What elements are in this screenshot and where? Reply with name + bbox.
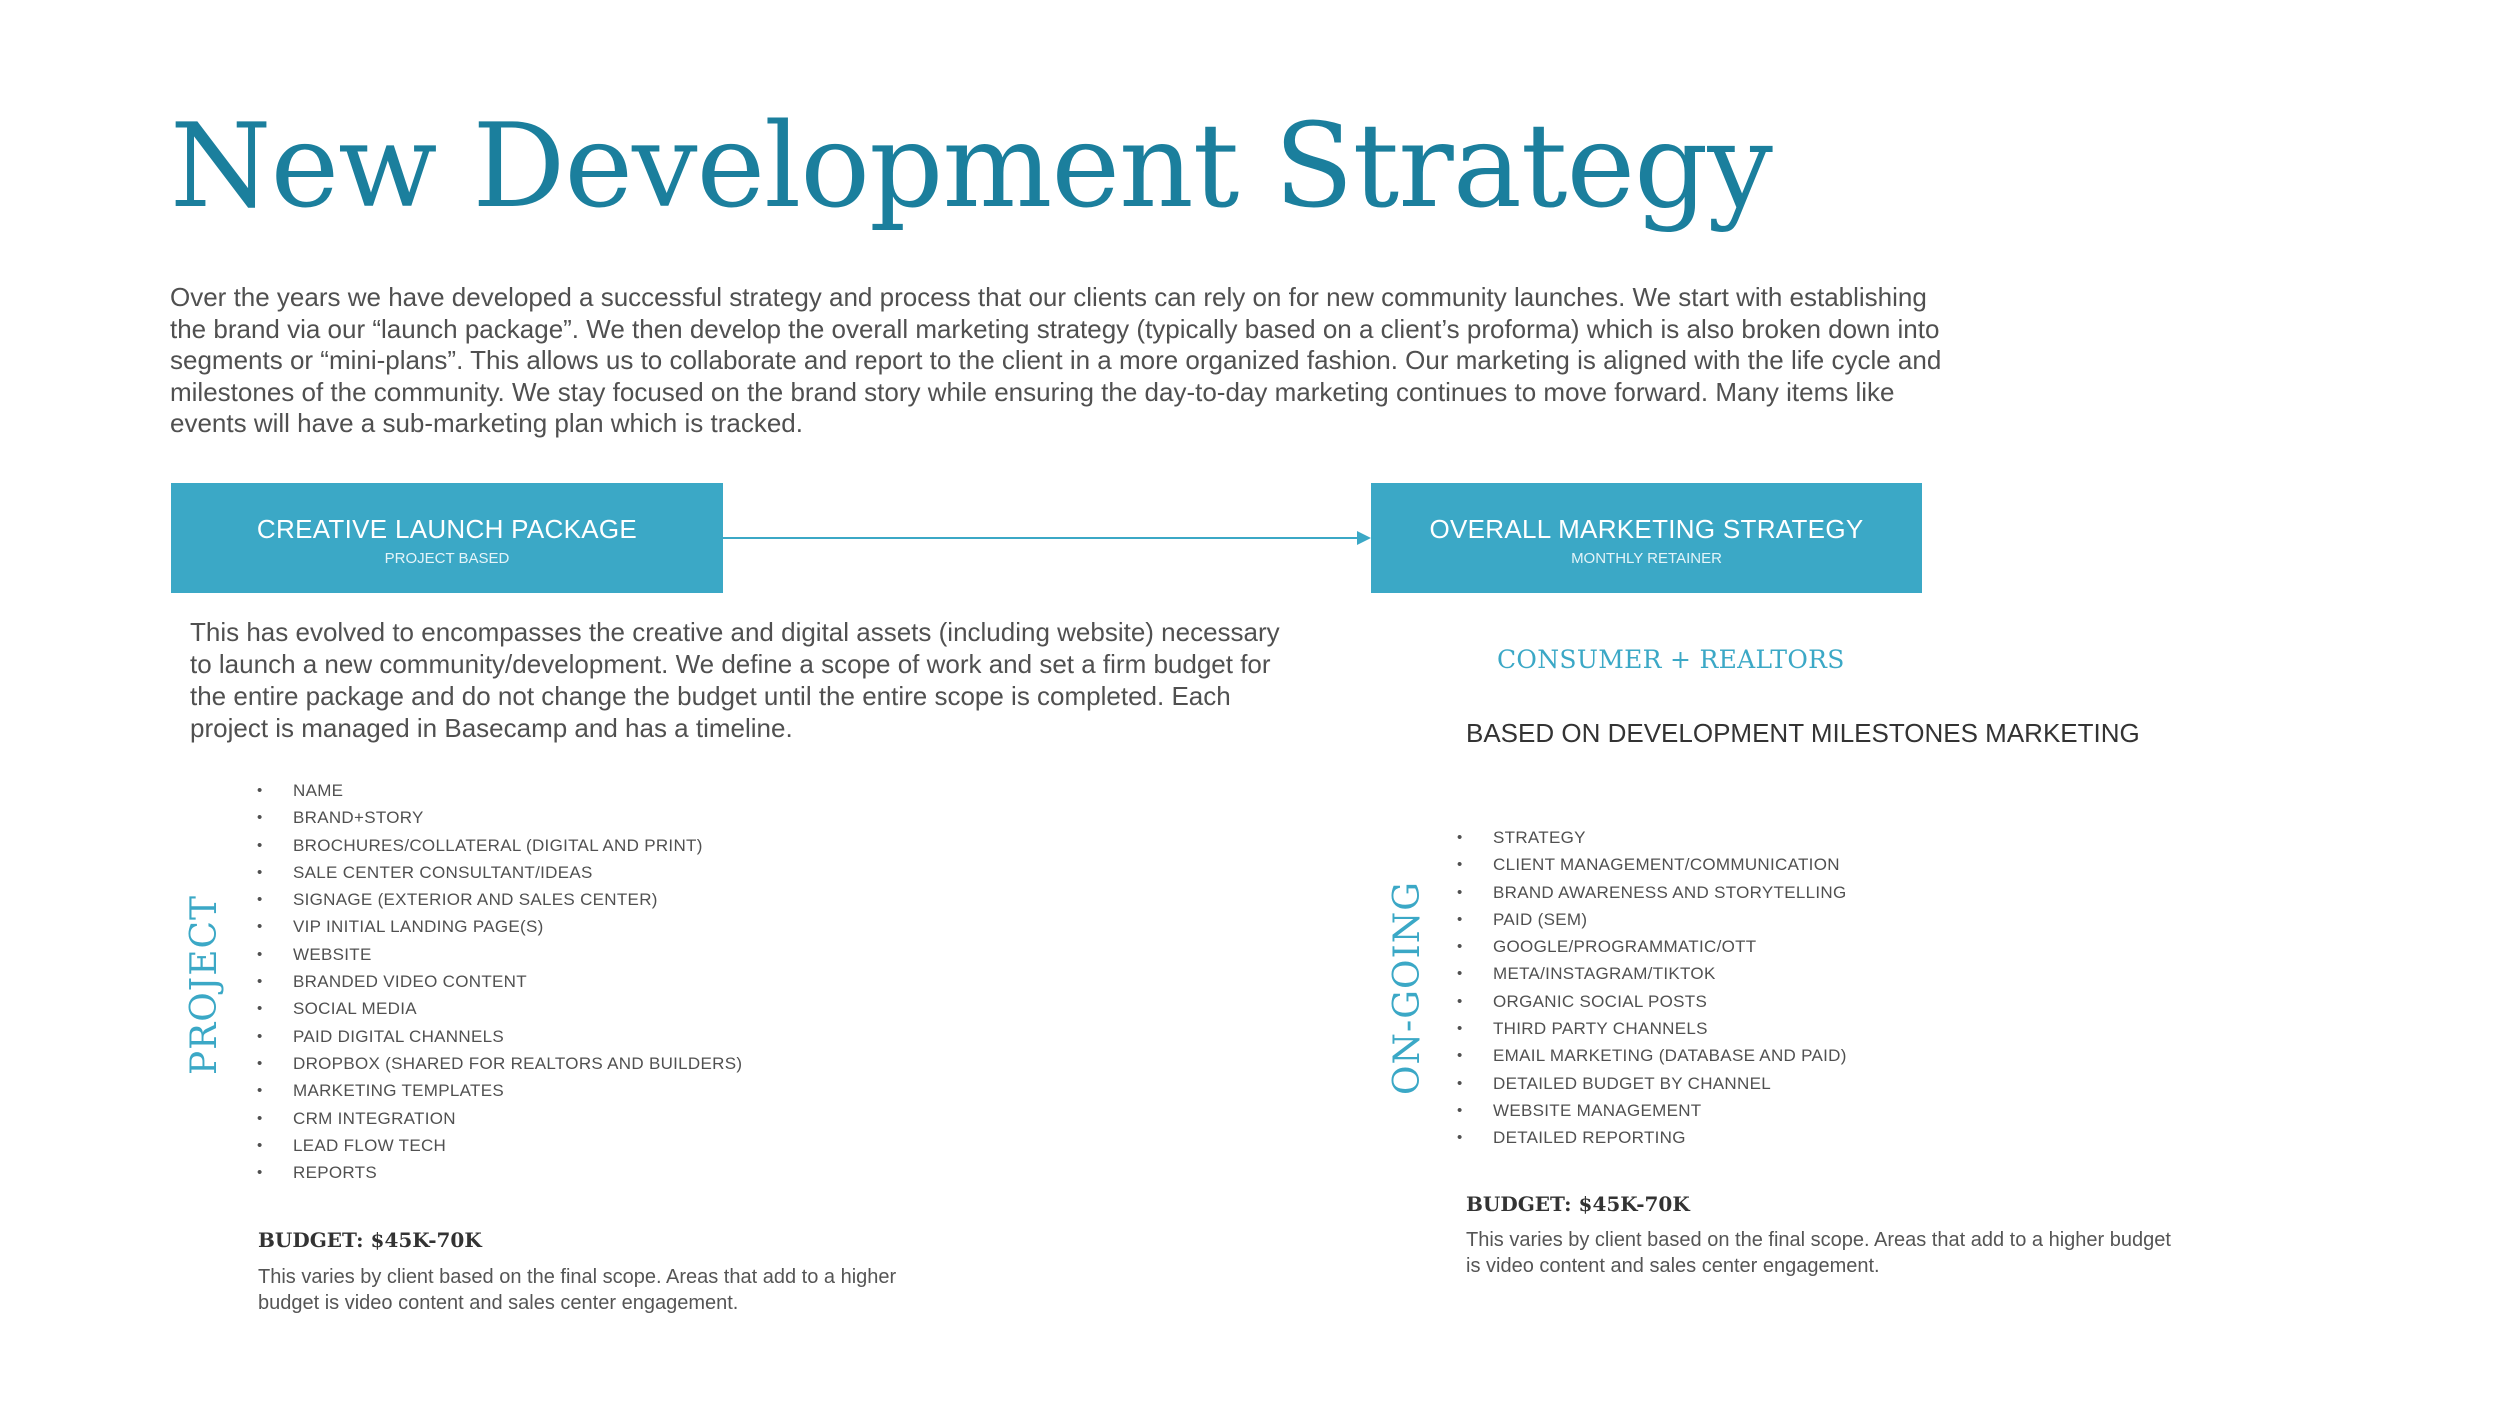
ongoing-vertical-label: ON-GOING xyxy=(1387,881,1428,1095)
list-item: • PAID (SEM) xyxy=(1457,906,1847,933)
list-item: • STRATEGY xyxy=(1457,824,1847,851)
list-item: • CRM INTEGRATION xyxy=(257,1105,742,1132)
marketing-strategy-list xyxy=(1457,824,1847,1152)
launch-package-budget: BUDGET: $45K-70K xyxy=(258,1228,482,1252)
list-item: • SIGNAGE (EXTERIOR AND SALES CENTER) xyxy=(257,886,742,913)
list-item: • META/INSTAGRAM/TIKTOK xyxy=(1457,960,1847,987)
marketing-strategy-budget-note: This varies by client based on the final scope. Areas that add to a higher budget is video content and sales center engagement. xyxy=(1466,1229,2171,1277)
list-item: • BROCHURES/COLLATERAL (DIGITAL AND PRINT) xyxy=(257,832,742,859)
list-item: • BRANDED VIDEO CONTENT xyxy=(257,968,742,995)
marketing-strategy-budget: BUDGET: $45K-70K xyxy=(1466,1192,1690,1216)
list-item: • BRAND+STORY xyxy=(257,804,742,831)
overall-marketing-strategy-box xyxy=(1371,483,1922,593)
project-vertical-label: PROJECT xyxy=(184,894,225,1076)
creative-launch-package-box xyxy=(171,483,723,593)
consumer-realtors-heading: CONSUMER + REALTORS xyxy=(1497,645,1845,674)
list-item: • REPORTS xyxy=(257,1159,742,1186)
list-item: • GOOGLE/PROGRAMMATIC/OTT xyxy=(1457,933,1847,960)
list-item: • WEBSITE xyxy=(257,941,742,968)
list-item: • WEBSITE MANAGEMENT xyxy=(1457,1097,1847,1124)
list-item: • MARKETING TEMPLATES xyxy=(257,1077,742,1104)
budget-note-line: This varies by client based on the final scope. Areas that add to a higher xyxy=(258,1266,897,1288)
list-item: • SOCIAL MEDIA xyxy=(257,995,742,1022)
list-item: • DETAILED REPORTING xyxy=(1457,1124,1847,1151)
intro-paragraph: Over the years we have developed a successful strategy and process that our clients can rely on for new community launches. We start with establishing the brand via our “launch package”. We then develop the overall marketing strategy (typically based on a client’s proforma) which is also broken down into segments or “mini-plans”. This allows us to collaborate and report to the client in a more organized fashion. Our marketing is aligned with the life cycle and milestones of the community. We stay focused on the brand story while ensuring the day-to-day marketing continues to move forward. Many items like events will have a sub-marketing plan which is tracked. xyxy=(170,282,1942,438)
list-item: • DROPBOX (SHARED FOR REALTORS AND BUILDERS) xyxy=(257,1050,742,1077)
launch-package-list xyxy=(257,777,742,1186)
list-item: • CLIENT MANAGEMENT/COMMUNICATION xyxy=(1457,851,1847,878)
arrow-head-icon xyxy=(1357,531,1371,545)
list-item: • LEAD FLOW TECH xyxy=(257,1132,742,1159)
creative-launch-package-subtitle: PROJECT BASED xyxy=(384,550,510,567)
list-item: • THIRD PARTY CHANNELS xyxy=(1457,1015,1847,1042)
list-item: • ORGANIC SOCIAL POSTS xyxy=(1457,988,1847,1015)
list-item: • DETAILED BUDGET BY CHANNEL xyxy=(1457,1070,1847,1097)
milestones-heading: BASED ON DEVELOPMENT MILESTONES MARKETING xyxy=(1466,718,2140,748)
list-item: • NAME xyxy=(257,777,742,804)
budget-note-line: budget is video content and sales center engagement. xyxy=(258,1292,739,1314)
list-item: • VIP INITIAL LANDING PAGE(S) xyxy=(257,913,742,940)
list-item: • BRAND AWARENESS AND STORYTELLING xyxy=(1457,879,1847,906)
overall-marketing-strategy-title: OVERALL MARKETING STRATEGY xyxy=(1429,514,1864,544)
list-item: • SALE CENTER CONSULTANT/IDEAS xyxy=(257,859,742,886)
launch-package-description: This has evolved to encompasses the creative and digital assets (including website) necessary to launch a new community/development. We define a scope of work and set a firm budget for the entire package and do not change the budget until the entire scope is completed. Each project is managed in Basecamp and has a timeline. xyxy=(190,617,1280,743)
page-title: New Development Strategy xyxy=(170,99,1772,234)
list-item: • EMAIL MARKETING (DATABASE AND PAID) xyxy=(1457,1042,1847,1069)
list-item: • PAID DIGITAL CHANNELS xyxy=(257,1023,742,1050)
creative-launch-package-title: CREATIVE LAUNCH PACKAGE xyxy=(256,514,638,544)
launch-package-budget-note xyxy=(258,1264,898,1316)
arrow-connector xyxy=(723,528,1371,548)
overall-marketing-strategy-subtitle: MONTHLY RETAINER xyxy=(1571,550,1722,567)
